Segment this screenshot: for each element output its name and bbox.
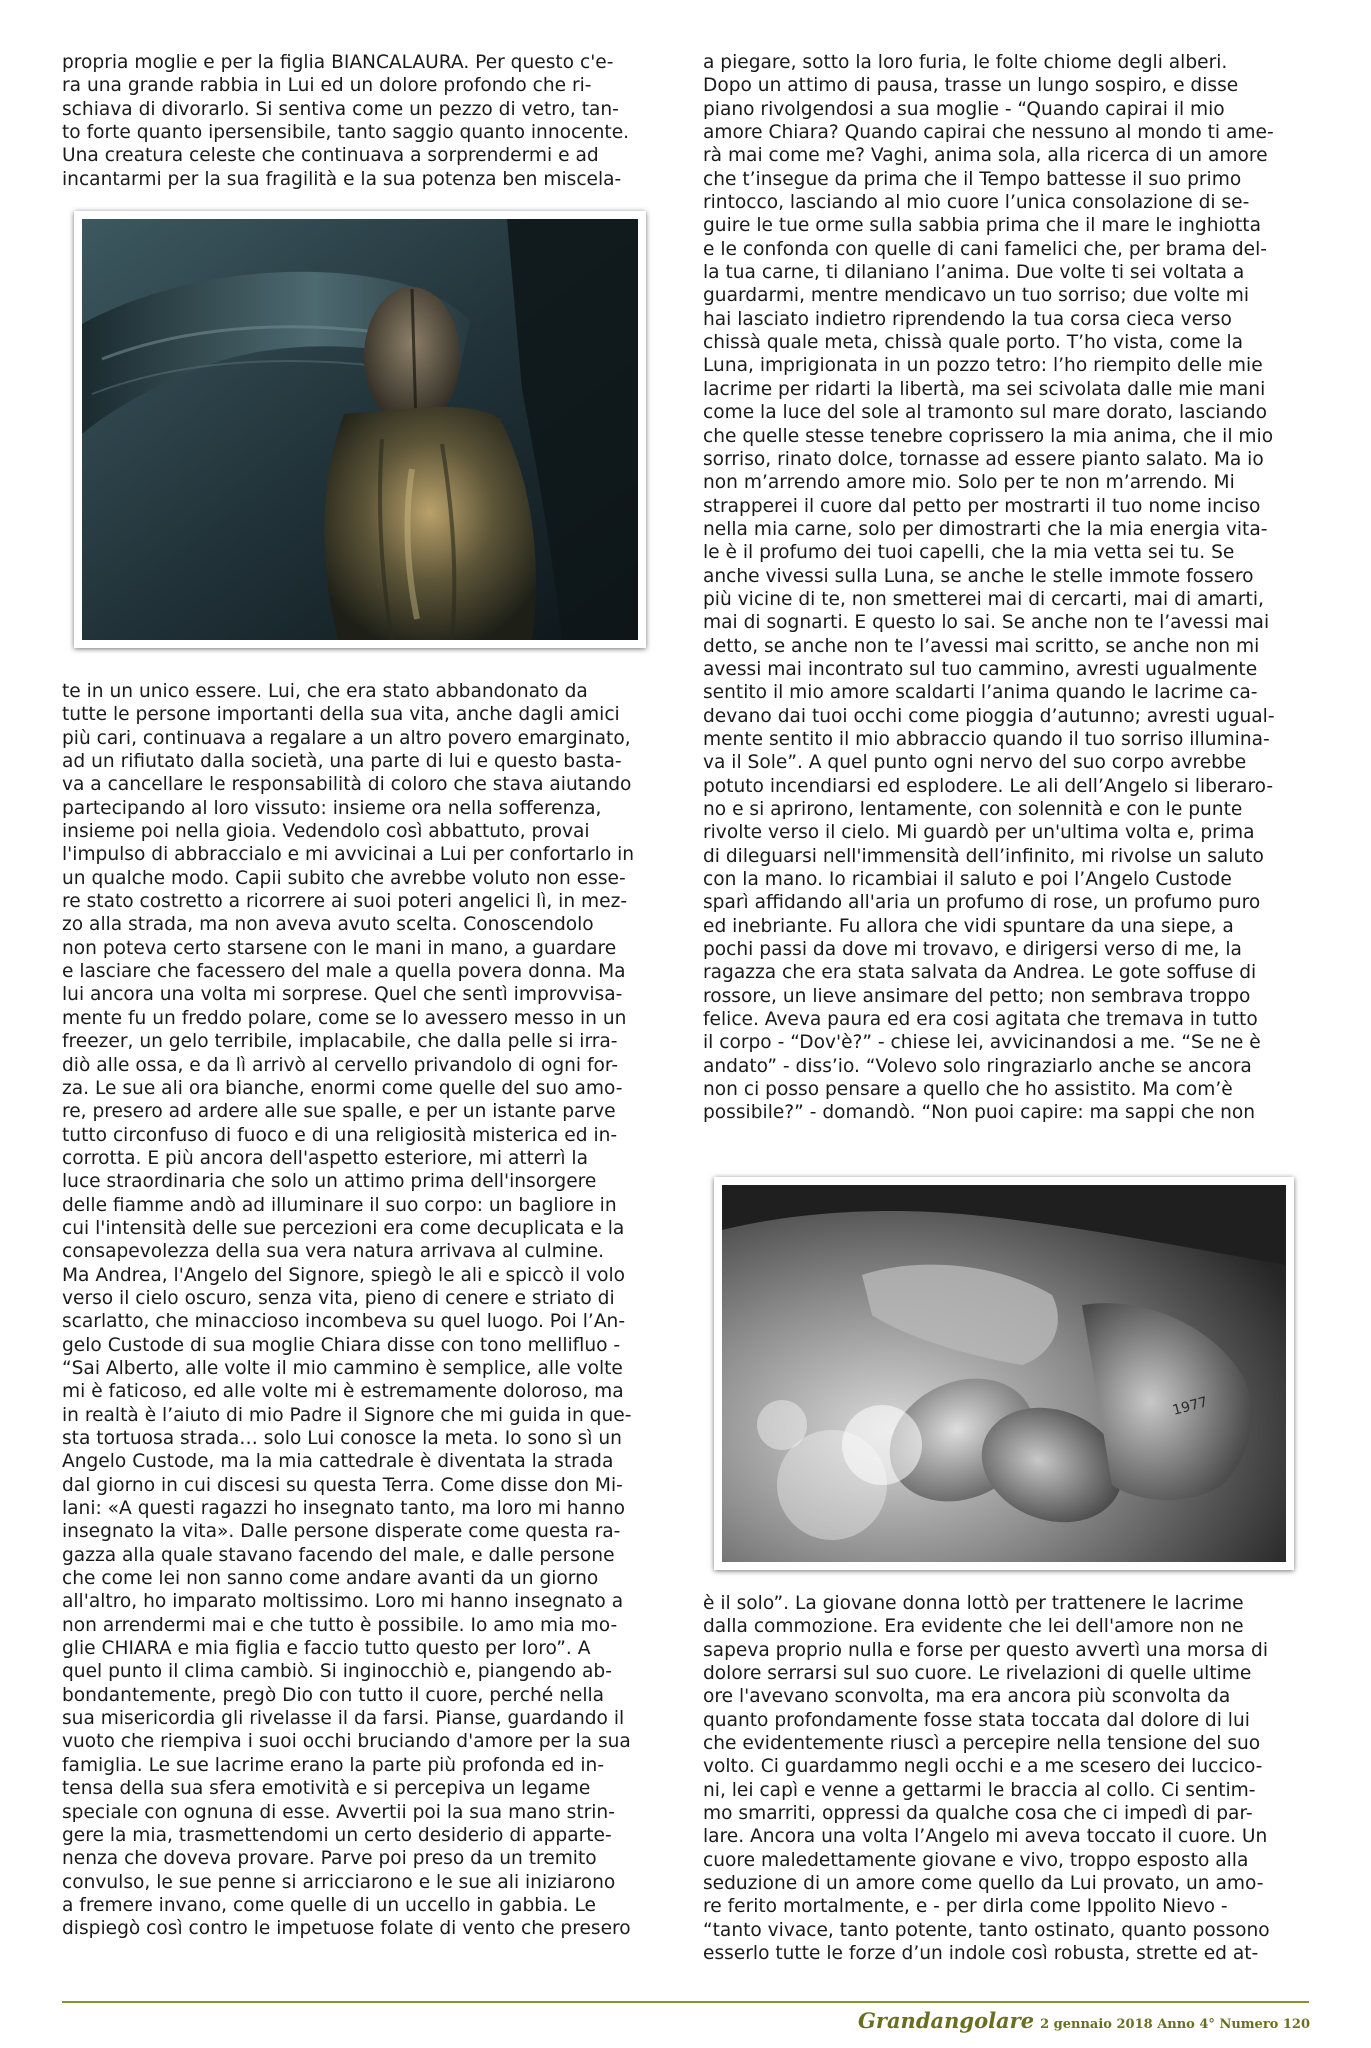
right-column-bottom-text — [703, 1592, 1308, 1992]
couple-kissing-image — [722, 1185, 1286, 1562]
left-column-bottom-text — [62, 680, 667, 1995]
tattoo-text: 1977 — [1170, 1394, 1210, 1419]
footer-divider — [62, 2001, 1309, 2003]
paragraph: a piegare, sotto la loro furia, le folte chiome degli alberi. Dopo un attimo di pausa, trasse un lungo sospiro, e disse piano rivolgendosi a sua moglie - “Quando capirai il mio amore Chiara? Quando capirai che nessuno al mondo ti ame- rà mai come me? Vaghi, anima sola, alla ricerca di un amore che t’insegue da prima che il Tempo battesse il suo primo rintocco, lasciando al mio cuore l’unica consolazione di se- guire le tue orme sulla sabbia prima che il mare le inghiotta e le confonda con quelle di cani famelici che, per brama del- la tua carne, ti dilaniano l’anima. Due volte ti sei voltata a guardarmi, mentre mendicavo un tuo sorriso; due volte mi hai lasciato indietro riprendendo la tua corsa cieca verso chissà quale meta, chissà quale porto. T’ho vista, come la Luna, imprigionata in un pozzo tetro: l’ho riempito delle mie lacrime per ridarti la libertà, ma sei scivolata dalle mie mani come la luce del sole al tramonto sul mare dorato, lasciando che quelle stesse tenebre coprissero la mia anima, che il mio sorriso, rinato dolce, tornasse ad essere pianto salato. Ma io non m’arrendo amore mio. Solo per te non m’arrendo. Mi strapperei il cuore dal petto per mostrarti il tuo nome inciso nella mia carne, solo per dimostrarti che la mia energia vita- le è il profumo dei tuoi capelli, che la mia vetta sei tu. Se anche vivessi sulla Luna, se anche le stelle immote fossero più vicine di te, non smetterei mai di cercarti, mai di amarti, mai di sognarti. E questo lo sai. Se anche non te l’avessi mai detto, se anche non te l’avessi mai scritto, se anche non mi avessi mai incontrato sul tuo cammino, avresti ugualmente sentito il mio amore scaldarti l’anima quando le lacrime ca- devano dai tuoi occhi come pioggia d’autunno; avresti ugual- mente sentito il mio abbraccio quando il tuo sorriso illumina- va il Sole”. A quel punto ogni nervo del suo corpo avrebbe potuto incendiarsi ed esplodere. Le ali dell’Angelo si liberaro- no e si aprirono, lentamente, con solennità e con le punte rivolte verso il cielo. Mi guardò per un'ultima volta e, prima di dileguarsi nell'immensità dell’infinito, mi rivolse un saluto con la mano. Io ricambiai il saluto e poi l’Angelo Custode sparì affidando all'aria un profumo di rose, un profumo puro ed inebriante. Fu allora che vidi spuntare da una siepe, a pochi passi da dove mi trovavo, e dirigersi verso di me, la ragazza che era stata salvata da Andrea. Le gote soffuse di rossore, un lieve ansimare del petto; non sembrava troppo felice. Aveva paura ed era cosi agitata che tremava in tutto il corpo - “Dov'è?” - chiese lei, avvicinandosi a me. “Se ne è andato” - diss’io. “Volevo solo ringraziarlo anche se ancora non ci posso pensare a quello che ho assistito. Ma com’è possibile?” - domandò. “Non puoi capire: ma sappi che non — [703, 52, 1275, 1124]
paragraph: è il solo”. La giovane donna lottò per trattenere le lacrime dalla commozione. Era evidente che lei dell'amore non ne sapeva proprio nulla e forse per questo avvertì una morsa di dolore serrarsi sul suo cuore. Le rivelazioni di quelle ultime ore l'avevano sconvolta, ma era ancora più sconvolta da quanto profondamente fosse stata toccata dal dolore di lui che evidentemente riuscì a percepire nella tensione del suo volto. Ci guardammo negli occhi e a me scesero dei luccico- ni, lei capì e venne a gettarmi le braccia al collo. Ci sentim- mo smarriti, oppressi da qualche cosa che ci impedì di par- lare. Ancora una volta l’Angelo mi aveva toccato il cuore. Un cuore maledettamente giovane e vivo, troppo esposto alla seduzione di un amore come quello da Lui provato, un amo- re ferito mortalmente, e - per dirla come Ippolito Nievo - “tanto vivace, tanto potente, tanto ostinato, quanto possono esserlo tutte le forze d’un indole così robusta, strette ed at- — [703, 1593, 1270, 1965]
angel-statue-image — [82, 219, 638, 640]
magazine-name: Grandangolare — [857, 2008, 1035, 2033]
left-column-top-text — [62, 51, 667, 196]
right-column-top-text — [703, 51, 1308, 1196]
page-footer — [840, 2008, 1310, 2036]
paragraph: propria moglie e per la figlia BIANCALAURA. Per questo c'e- ra una grande rabbia in Lui ed un dolore profondo che ri- schiava di divorarlo. Si sentiva come un pezzo di vetro, tan- to forte quanto ipersensibile, tanto saggio quanto innocente. Una creatura celeste che continuava a sorprendermi e ad incantarmi per la sua fragilità e la sua potenza ben miscela- — [62, 52, 630, 190]
issue-info: 2 gennaio 2018 Anno 4° Numero 120 — [1040, 2017, 1310, 2032]
paragraph: te in un unico essere. Lui, che era stato abbandonato da tutte le persone importanti della sua vita, anche dagli amici più cari, continuava a regalare a un altro povero emarginato, ad un rifiutato dalla società, una parte di lui e questo basta- va a cancellare le responsabilità di coloro che stava aiutando partecipando al loro vissuto: insieme ora nella sofferenza, insieme poi nella gioia. Vedendolo così abbattuto, provai l'impulso di abbraccialo e mi avvicinai a Lui per confortarlo in un qualche modo. Capii subito che avrebbe voluto non esse- re stato costretto a ricorrere ai suoi poteri angelici lì, in mez- zo alla strada, ma non aveva avuto scelta. Conoscendolo non poteva certo starsene con le mani in mano, a guardare e lasciare che facessero del male a quella povera donna. Ma lui ancora una volta mi sorprese. Quel che sentì improvvisa- mente fu un freddo polare, come se lo avessero messo in un freezer, un gelo terribile, implacabile, che dalla pelle si irra- diò alle ossa, e da lì arrivò al cervello privandolo di ogni for- za. Le sue ali ora bianche, enormi come quelle del suo amo- re, presero ad ardere alle sue spalle, e per un istante parve tutto circonfuso di fuoco e di una religiosità misterica ed in- corrotta. E più ancora dell'aspetto esteriore, mi atterrì la luce straordinaria che solo un attimo prima dell'insorgere delle fiamme andò ad illuminare il suo corpo: un bagliore in cui l'intensità delle sue percezioni era come decuplicata e la consapevolezza della sua vera natura arrivava al culmine. Ma Andrea, l'Angelo del Signore, spiegò le ali e spiccò il volo verso il cielo oscuro, senza vita, pieno di cenere e striato di scarlatto, che minaccioso incombeva su quel luogo. Poi l’An- gelo Custode di sua moglie Chiara disse con tono mellifluo - “Sai Alberto, alle volte il mio cammino è semplice, alle volte mi è faticoso, ed alle volte mi è estremamente doloroso, ma in realtà è l’aiuto di mio Padre il Signore che mi guida in que- sta tortuosa strada… solo Lui conosce la meta. Io sono sì un Angelo Custode, ma la mia cattedrale è diventata la strada dal giorno in cui discesi su questa Terra. Come disse don Mi- lani: «A questi ragazzi ho insegnato tanto, ma loro mi hanno insegnato la vita». Dalle persone disperate come questa ra- gazza alla quale stavano facendo del male, e dalle persone che come lei non sanno come andare avanti da un giorno all'altro, ho imparato moltissimo. Loro mi hanno insegnato a non arrendermi mai e che tutto è possibile. Io amo mia mo- glie CHIARA e mia figlia e faccio tutto questo per loro”. A quel punto il clima cambiò. Si inginocchiò e, piangendo ab- bondantemente, pregò Dio con tutto il cuore, perché nella sua misericordia gli rivelasse il da farsi. Pianse, guardando il vuoto che riempiva i suoi occhi bruciando d'amore per la sua famiglia. Le sue lacrime erano la parte più profonda ed in- tensa della sua sfera emotività e si percepiva un legame speciale con ognuna di esse. Avvertii poi la sua mano strin- gere la mia, trasmettendomi un certo desiderio di apparte- nenza che doveva provare. Parve poi preso da un tremito convulso, le sue penne si arricciarono e le sue ali iniziarono a fremere invano, come quelle di un uccello in gabbia. Le dispiegò così contro le impetuose folate di vento che presero — [62, 681, 635, 1940]
lovers-photo — [714, 1177, 1294, 1570]
angel-photo — [74, 211, 646, 648]
